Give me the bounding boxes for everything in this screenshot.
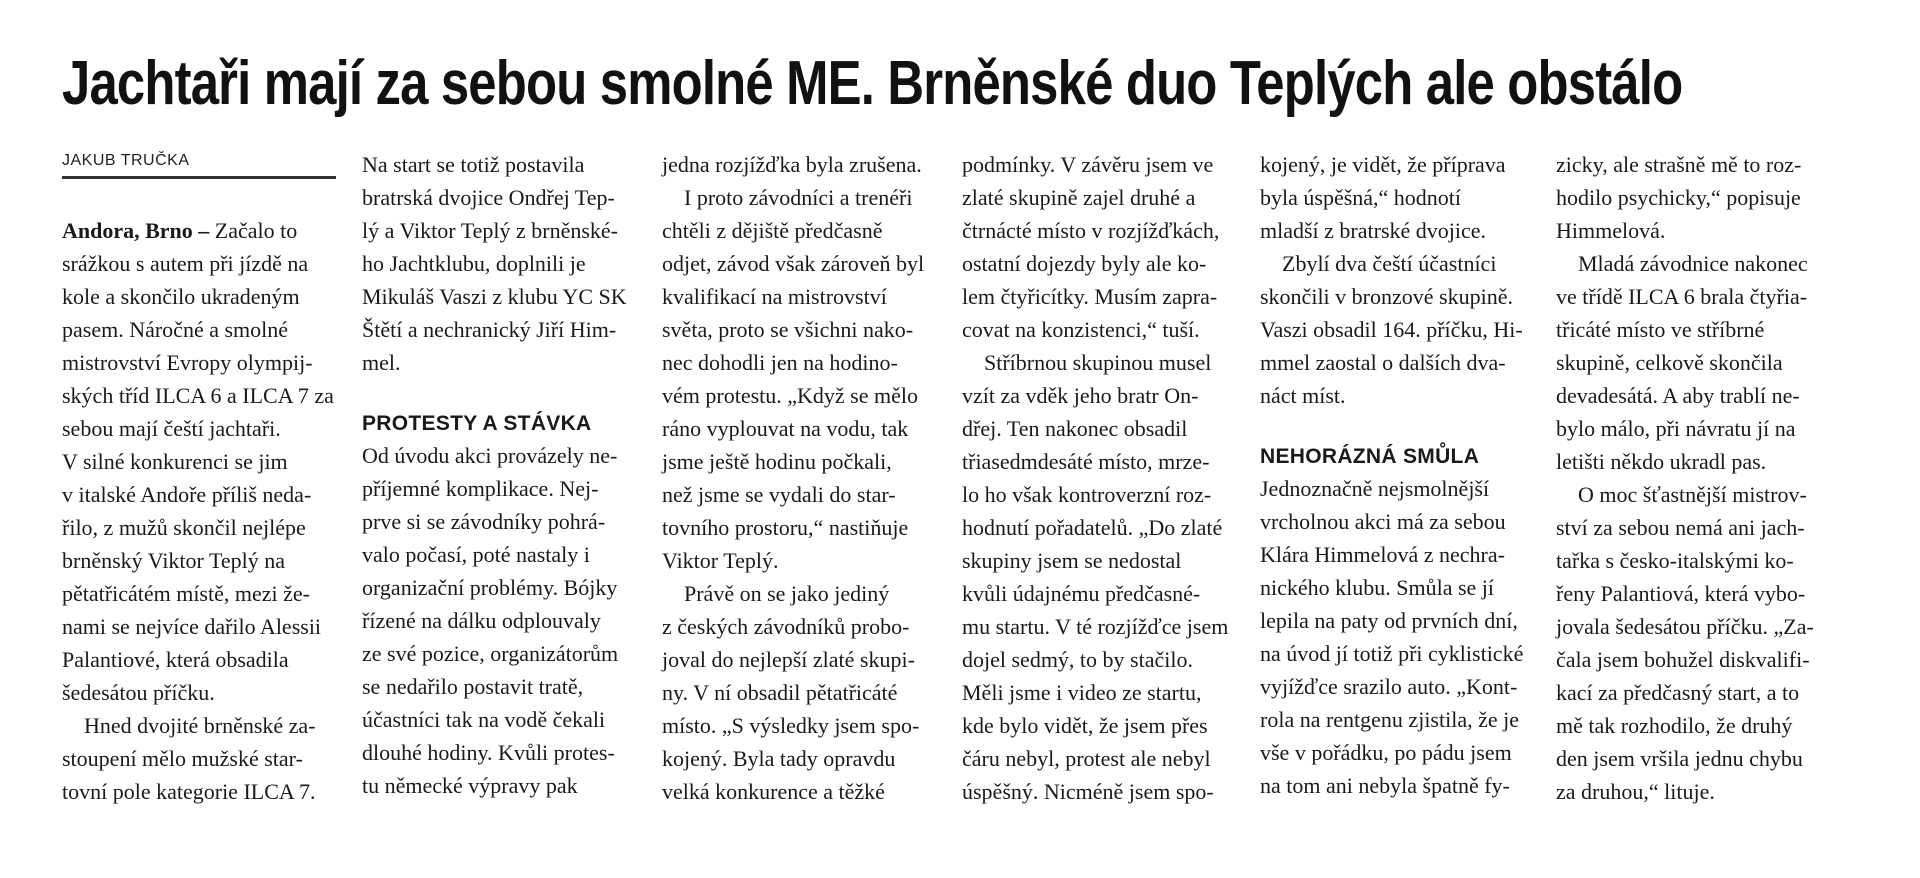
text-line: Měli jsme i video ze startu, (962, 680, 1202, 705)
text-line: tovní pole kategorie ILCA 7. (62, 779, 316, 804)
text-line: nami se nejvíce dařilo Alessii (62, 614, 322, 639)
text-line: účastníci tak na vodě čekali (362, 707, 606, 732)
text-line: nického klubu. Smůla se jí (1260, 575, 1495, 600)
text-line: z českých závodníků probo- (662, 614, 910, 639)
article-column-2 (362, 148, 642, 802)
text-line: na tom ani nebyla špatně fy- (1260, 773, 1510, 798)
text-line: velká konkurence a těžké (662, 779, 885, 804)
text-line: bratrská dvojice Ondřej Tep- (362, 185, 615, 210)
text-line: joval do nejlepší zlaté skupi- (662, 647, 915, 672)
section-subheading: NEHORÁZNÁ SMŮLA (1260, 445, 1480, 468)
text-line: dlouhé hodiny. Kvůli protes- (362, 740, 615, 765)
text-line: V silné konkurenci se jim (62, 449, 288, 474)
text-line: pětatřicátém místě, mezi že- (62, 581, 310, 606)
text-line: lo ho však kontroverzní roz- (962, 482, 1212, 507)
text-line: za druhou,“ lituje. (1556, 779, 1715, 804)
text-line: mistrovství Evropy olympij- (62, 350, 313, 375)
text-line: vrcholnou akci má za sebou (1260, 509, 1506, 534)
text-line: chtěli z dějiště předčasně (662, 218, 883, 243)
text-line: Vaszi obsadil 164. příčku, Hi- (1260, 317, 1523, 342)
text-line: kojený, je vidět, že příprava (1260, 152, 1506, 177)
text-line: dojel sedmý, to by stačilo. (962, 647, 1193, 672)
text-line: Právě on se jako jediný (684, 581, 890, 606)
text-line: letišti někdo ukradl pas. (1556, 449, 1767, 474)
text-line: mel. (362, 350, 401, 375)
text-line: lepila na paty od prvních dní, (1260, 608, 1518, 633)
text-line: pasem. Náročné a smolné (62, 317, 289, 342)
text-line: kací za předčasný start, a to (1556, 680, 1800, 705)
text-line: Zbylí dva čeští účastníci (1282, 251, 1497, 276)
text-line: zlaté skupině zajel druhé a (962, 185, 1196, 210)
text-line: kde bylo vidět, že jsem přes (962, 713, 1208, 738)
text-line: řízené na dálku odplouvaly (362, 608, 601, 633)
text-line: covat na konzistenci,“ tuší. (962, 317, 1200, 342)
text-line: příjemné komplikace. Nej- (362, 476, 599, 501)
text-line: mu startu. V té rozjížďce jsem (962, 614, 1229, 639)
text-line: ve třídě ILCA 6 brala čtyřia- (1556, 284, 1808, 309)
text-line: čtrnácté místo v rozjížďkách, (962, 218, 1220, 243)
text-line: hodnutí pořadatelů. „Do zlaté (962, 515, 1223, 540)
text-line: se nedařilo postavit tratě, (362, 674, 584, 699)
text-line: Hned dvojité brněnské za- (84, 713, 316, 738)
text-line: ze své pozice, organizátorům (362, 641, 619, 666)
text-line: den jsem vršila jednu chybu (1556, 746, 1803, 771)
text-line: Klára Himmelová z nechra- (1260, 542, 1505, 567)
text-line: Viktor Teplý. (662, 548, 779, 573)
text-line: jsme ještě hodinu počkali, (662, 449, 892, 474)
text-line: třiasedmdesáté místo, mrze- (962, 449, 1210, 474)
text-line: třicáté místo ve stříbrné (1556, 317, 1765, 342)
article-column-5 (1260, 148, 1540, 802)
text-line: mě tak rozhodilo, že druhý (1556, 713, 1793, 738)
text-line: na úvod jí totiž při cyklistické (1260, 641, 1524, 666)
text-line: odjet, závod však zároveň byl (662, 251, 925, 276)
text-line: Himmelová. (1556, 218, 1666, 243)
text-line: tu německé výpravy pak (362, 773, 578, 798)
text-line: dřej. Ten nakonec obsadil (962, 416, 1188, 441)
text-line: světa, proto se všichni nako- (662, 317, 914, 342)
text-line: tovního prostoru,“ nastiňuje (662, 515, 909, 540)
text-line: lem čtyřicítky. Musím zapra- (962, 284, 1218, 309)
text-line: Na start se totiž postavila (362, 152, 585, 177)
text-line: devadesátá. A aby trablí ne- (1556, 383, 1800, 408)
text-line: kole a skončilo ukradeným (62, 284, 300, 309)
text-line: Stříbrnou skupinou musel (984, 350, 1212, 375)
text-line: místo. „S výsledky jsem spo- (662, 713, 920, 738)
article-column-1 (62, 214, 342, 808)
text-line: ských tříd ILCA 6 a ILCA 7 za (62, 383, 334, 408)
dateline: Andora, Brno – (62, 218, 210, 243)
text-line: šedesátou příčku. (62, 680, 215, 705)
text-line: čala jsem bohužel diskvalifi- (1556, 647, 1810, 672)
text-line: valo počasí, poté nastaly i (362, 542, 590, 567)
text-line: čáru nebyl, protest ale nebyl (962, 746, 1211, 771)
text-line: než jsme se vydali do star- (662, 482, 896, 507)
text-line: vém protestu. „Když se mělo (662, 383, 918, 408)
text-line: Začalo to (209, 218, 298, 243)
text-line: v italské Andoře příliš neda- (62, 482, 312, 507)
section-subheading: PROTESTY A STÁVKA (362, 412, 592, 435)
text-line: O moc šťastnější mistrov- (1578, 482, 1807, 507)
text-line: Jednoznačně nejsmolnější (1260, 476, 1490, 501)
author-byline: JAKUB TRUČKA (62, 152, 336, 179)
headline: Jachtaři mají za sebou smolné ME. Brněnské duo Teplých ale obstálo (62, 49, 1683, 118)
text-line: Mikuláš Vaszi z klubu YC SK (362, 284, 627, 309)
text-line: nec dohodli jen na hodino- (662, 350, 898, 375)
article-column-3 (662, 148, 942, 808)
text-line: Štětí a nechranický Jiří Him- (362, 317, 617, 342)
text-line: řeny Palantiová, která vybo- (1556, 581, 1806, 606)
text-line: vše v pořádku, po pádu jsem (1260, 740, 1512, 765)
text-line: lý a Viktor Teplý z brněnské- (362, 218, 618, 243)
text-line: vyjížďce srazilo auto. „Kont- (1260, 674, 1518, 699)
text-line: stoupení mělo mužské star- (62, 746, 303, 771)
text-line: ostatní dojezdy byly ale ko- (962, 251, 1207, 276)
text-line: vzít za vděk jeho bratr On- (962, 383, 1199, 408)
text-line: zicky, ale strašně mě to roz- (1556, 152, 1802, 177)
text-line: organizační problémy. Bójky (362, 575, 618, 600)
text-line: ho Jachtklubu, doplnili je (362, 251, 586, 276)
text-line: I proto závodníci a trenéři (684, 185, 913, 210)
text-line: úspěšný. Nicméně jsem spo- (962, 779, 1214, 804)
text-line: kvůli údajnému předčasné- (962, 581, 1201, 606)
text-line: brněnský Viktor Teplý na (62, 548, 286, 573)
text-line: mladší z bratrské dvojice. (1260, 218, 1487, 243)
text-line: kojený. Byla tady opravdu (662, 746, 896, 771)
paragraph (62, 214, 342, 247)
text-line: ství za sebou nemá ani jach- (1556, 515, 1805, 540)
text-line: kvalifikací na mistrovství (662, 284, 887, 309)
text-line: Mladá závodnice nakonec (1578, 251, 1808, 276)
text-line: mmel zaostal o dalších dva- (1260, 350, 1506, 375)
text-line: byla úspěšná,“ hodnotí (1260, 185, 1462, 210)
text-line: ny. V ní obsadil pětatřicáté (662, 680, 898, 705)
text-line: Palantiové, která obsadila (62, 647, 289, 672)
text-line: sebou mají čeští jachtaři. (62, 416, 281, 441)
text-line: náct míst. (1260, 383, 1346, 408)
text-line: skupině, celkově skončila (1556, 350, 1783, 375)
text-line: jovala šedesátou příčku. „Za- (1556, 614, 1814, 639)
text-line: srážkou s autem při jízdě na (62, 251, 309, 276)
text-line: bylo málo, při návratu jí na (1556, 416, 1796, 441)
article-column-6 (1556, 148, 1836, 808)
article-column-4 (962, 148, 1242, 808)
text-line: prve si se závodníky pohrá- (362, 509, 606, 534)
text-line: podmínky. V závěru jsem ve (962, 152, 1214, 177)
text-line: ráno vyplouvat na vodu, tak (662, 416, 909, 441)
text-line: rola na rentgenu zjistila, že je (1260, 707, 1519, 732)
text-line: řilo, z mužů skončil nejlépe (62, 515, 306, 540)
text-line: skončili v bronzové skupině. (1260, 284, 1513, 309)
text-line: hodilo psychicky,“ popisuje (1556, 185, 1801, 210)
text-line: tařka s česko-italskými ko- (1556, 548, 1794, 573)
text-line: Od úvodu akci provázely ne- (362, 443, 618, 468)
text-line: skupiny jsem se nedostal (962, 548, 1182, 573)
text-line: jedna rozjížďka byla zrušena. (662, 152, 922, 177)
